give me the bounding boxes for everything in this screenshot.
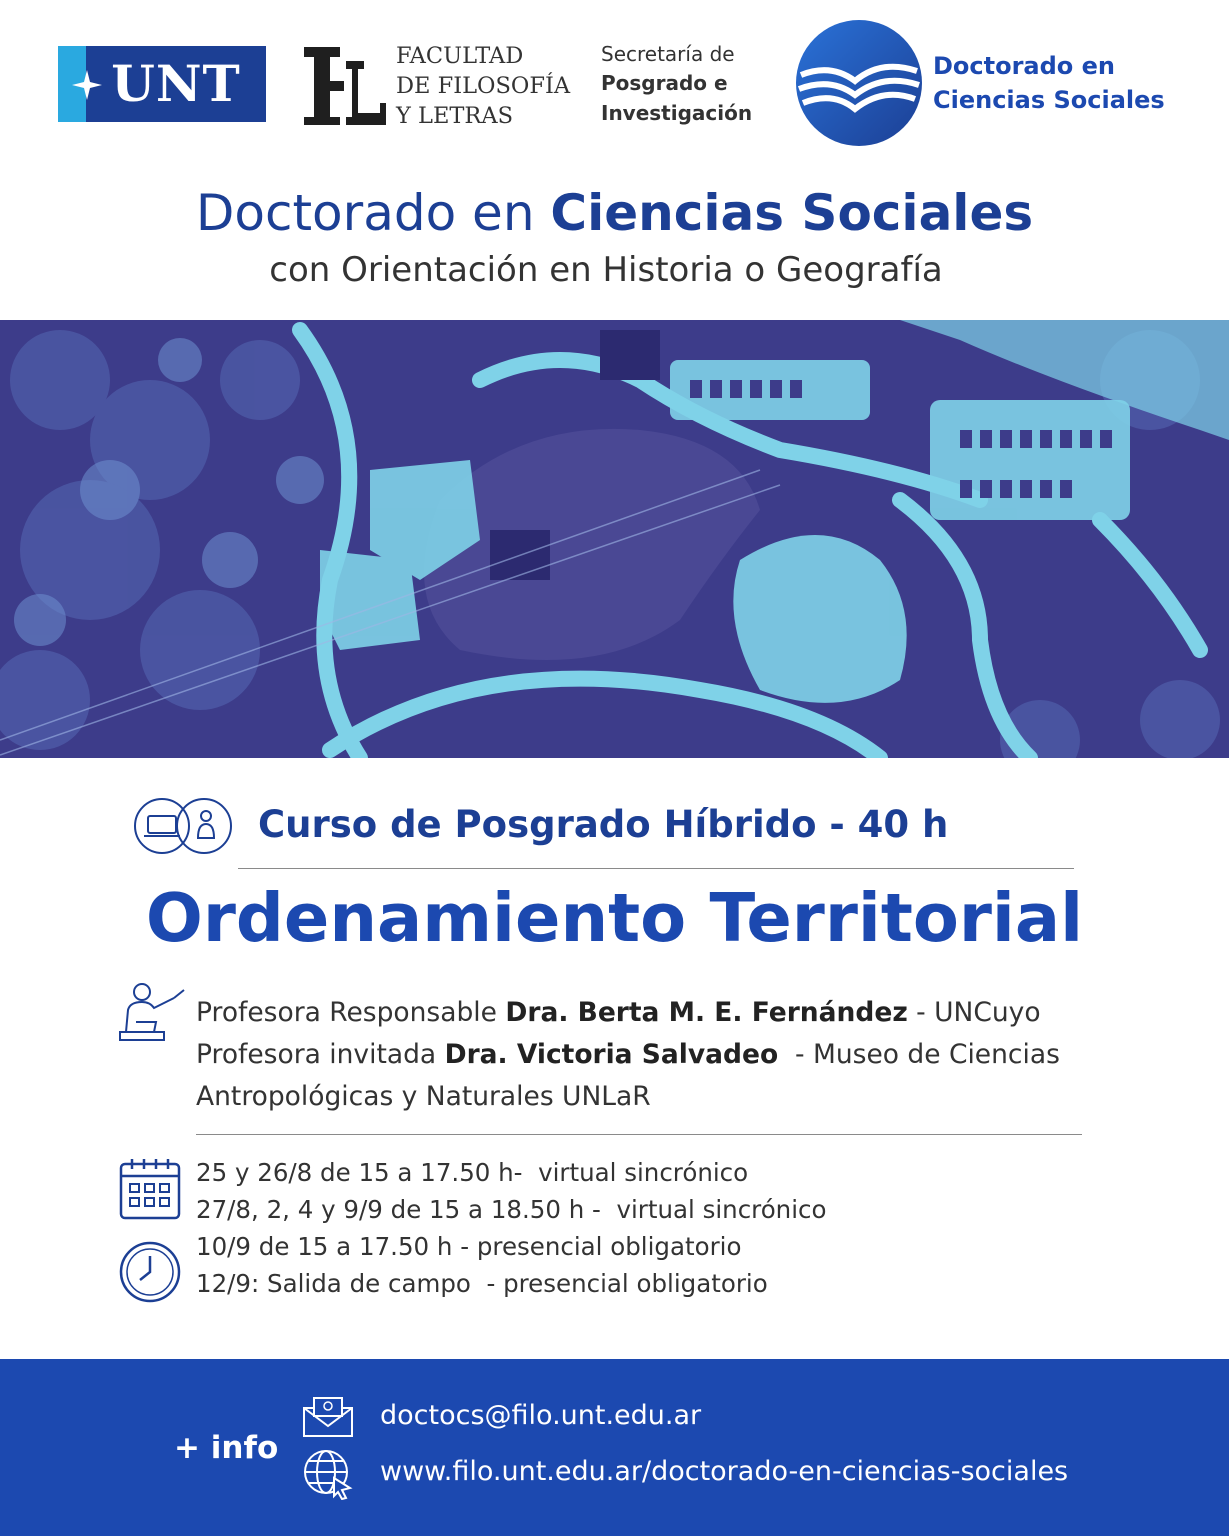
divider	[238, 868, 1074, 869]
secretariat-line-2: Posgrado e	[601, 71, 728, 95]
course-name: Ordenamiento Territorial	[145, 879, 1084, 957]
globe-icon	[302, 1448, 354, 1500]
secretariat-logo	[601, 40, 781, 128]
teacher-icon	[116, 982, 188, 1044]
teacher-row	[196, 1034, 1206, 1076]
program-logo	[795, 18, 1215, 148]
course-type: Curso de Posgrado Híbrido - 40 h	[258, 803, 949, 846]
program-logo-text	[933, 49, 1165, 117]
page-subtitle: con Orientación en Historia o Geografía	[269, 250, 943, 290]
faculty-line-2: DE FILOSOFÍA	[396, 73, 571, 99]
secretariat-line-1: Secretaría de	[601, 42, 735, 66]
clock-icon	[118, 1240, 182, 1304]
secretariat-line-3: Investigación	[601, 101, 753, 125]
teacher-row	[196, 992, 1206, 1034]
teacher-affiliation: - UNCuyo	[907, 997, 1041, 1028]
unt-logo	[58, 46, 266, 122]
teacher-name: Dra. Berta M. E. Fernández	[505, 997, 908, 1028]
schedule-item: 25 y 26/8 de 15 a 17.50 h- virtual sincrónico	[196, 1158, 749, 1187]
star-icon	[58, 46, 86, 122]
program-logo-line-1: Doctorado en	[933, 52, 1116, 80]
faculty-monogram-icon	[300, 41, 388, 131]
teacher-role: Profesora invitada	[196, 1039, 445, 1070]
calendar-icon	[118, 1156, 182, 1222]
schedule-list	[196, 1154, 1096, 1302]
faculty-line-3: Y LETRAS	[396, 103, 513, 129]
teacher-name: Dra. Victoria Salvadeo	[444, 1039, 779, 1070]
email-link[interactable]: doctocs@filo.unt.edu.ar	[380, 1400, 702, 1431]
teacher-affiliation: - Museo de Ciencias	[778, 1039, 1060, 1070]
hybrid-course-icon	[132, 796, 234, 856]
mail-icon	[302, 1394, 354, 1438]
schedule-item: 10/9 de 15 a 17.50 h - presencial obligatorio	[196, 1232, 742, 1261]
unt-logo-text: UNT	[86, 46, 266, 122]
teacher-role: Profesora Responsable	[196, 997, 506, 1028]
faculty-name	[396, 41, 570, 131]
schedule-item: 27/8, 2, 4 y 9/9 de 15 a 18.50 h - virtual sincrónico	[196, 1195, 827, 1224]
teacher-affiliation-continued: Antropológicas y Naturales UNLaR	[196, 1081, 651, 1112]
program-logo-line-2: Ciencias Sociales	[933, 86, 1165, 114]
more-info-label: + info	[174, 1430, 279, 1466]
title-emphasis: Ciencias Sociales	[550, 184, 1034, 242]
divider	[196, 1134, 1082, 1135]
website-link[interactable]: www.filo.unt.edu.ar/doctorado-en-ciencias-sociales	[380, 1456, 1069, 1487]
title-prefix: Doctorado en	[195, 184, 551, 242]
book-circle-icon	[795, 19, 923, 147]
faculty-line-1: FACULTAD	[396, 43, 524, 69]
aerial-park-photo	[0, 320, 1229, 758]
teachers-list	[196, 992, 1206, 1118]
page-title	[0, 180, 1229, 246]
schedule-item: 12/9: Salida de campo - presencial obligatorio	[196, 1269, 768, 1298]
faculty-logo	[300, 40, 580, 132]
